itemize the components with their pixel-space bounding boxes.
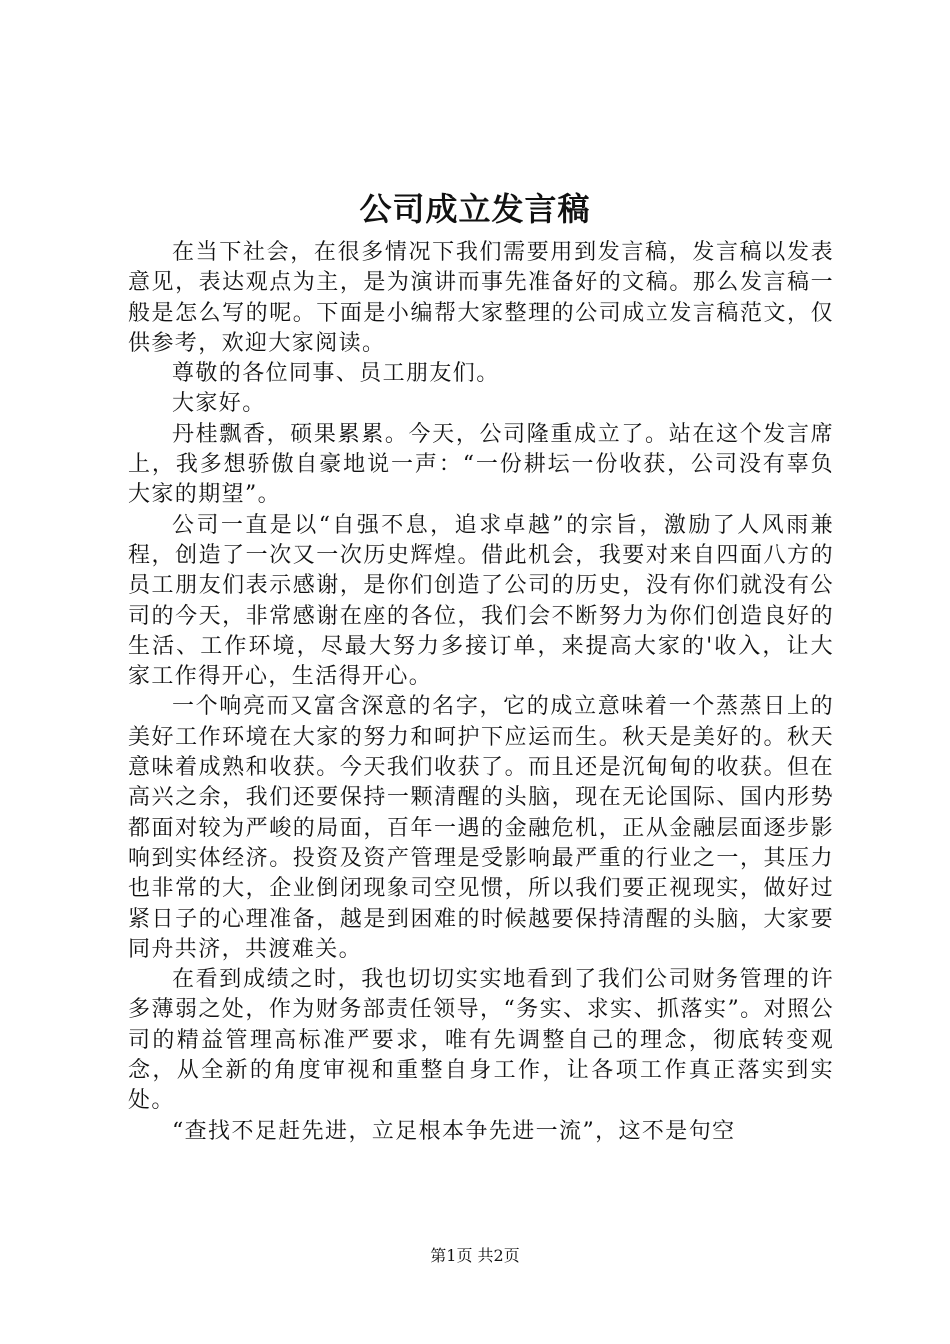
document-title: 公司成立发言稿 xyxy=(359,190,591,228)
document-body xyxy=(128,238,834,1147)
paragraph: 丹桂飘香，硕果累累。今天，公司隆重成立了。站在这个发言席上，我多想骄傲自豪地说一声：“一份耕坛一份收获，公司没有辜负大家的期望”。 xyxy=(128,421,834,508)
paragraph: 尊敬的各位同事、员工朋友们。 xyxy=(172,361,500,387)
paragraph: 大家好。 xyxy=(172,391,266,417)
paragraph: “查找不足赶先进，立足根本争先进一流”，这不是句空 xyxy=(172,1118,736,1144)
paragraph: 一个响亮而又富含深意的名字，它的成立意味着一个蒸蒸日上的美好工作环境在大家的努力和呵护下应运而生。秋天是美好的。秋天意味着成熟和收获。今天我们收获了。而且还是沉甸甸的收获。但在高兴之余，我们还要保持一颗清醒的头脑，现在无论国际、国内形势都面对较为严峻的局面，百年一遇的金融危机，正从金融层面逐步影响到实体经济。投资及资产管理是受影响最严重的行业之一，其压力也非常的大，企业倒闭现象司空见惯，所以我们要正视现实，做好过紧日子的心理准备，越是到困难的时候越要保持清醒的头脑，大家要同舟共济，共渡难关。 xyxy=(128,694,834,962)
page-footer: 第1页 共2页 xyxy=(430,1246,520,1265)
paragraph: 在看到成绩之时，我也切切实实地看到了我们公司财务管理的许多薄弱之处，作为财务部责任领导，“务实、求实、抓落实”。对照公司的精益管理高标准严要求，唯有先调整自己的理念，彻底转变观念，从全新的角度审视和重整自身工作，让各项工作真正落实到实处。 xyxy=(128,967,834,1114)
paragraph: 公司一直是以“自强不息，追求卓越”的宗旨，激励了人风雨兼程，创造了一次又一次历史辉煌。借此机会，我要对来自四面八方的员工朋友们表示感谢，是你们创造了公司的历史，没有你们就没有公司的今天，非常感谢在座的各位，我们会不断努力为你们创造良好的生活、工作环境，尽最大努力多接订单，来提高大家的'收入，让大家工作得开心，生活得开心。 xyxy=(128,512,834,690)
paragraph: 在当下社会，在很多情况下我们需要用到发言稿，发言稿以发表意见，表达观点为主，是为演讲而事先准备好的文稿。那么发言稿一般是怎么写的呢。下面是小编帮大家整理的公司成立发言稿范文，仅供参考，欢迎大家阅读。 xyxy=(128,240,834,356)
